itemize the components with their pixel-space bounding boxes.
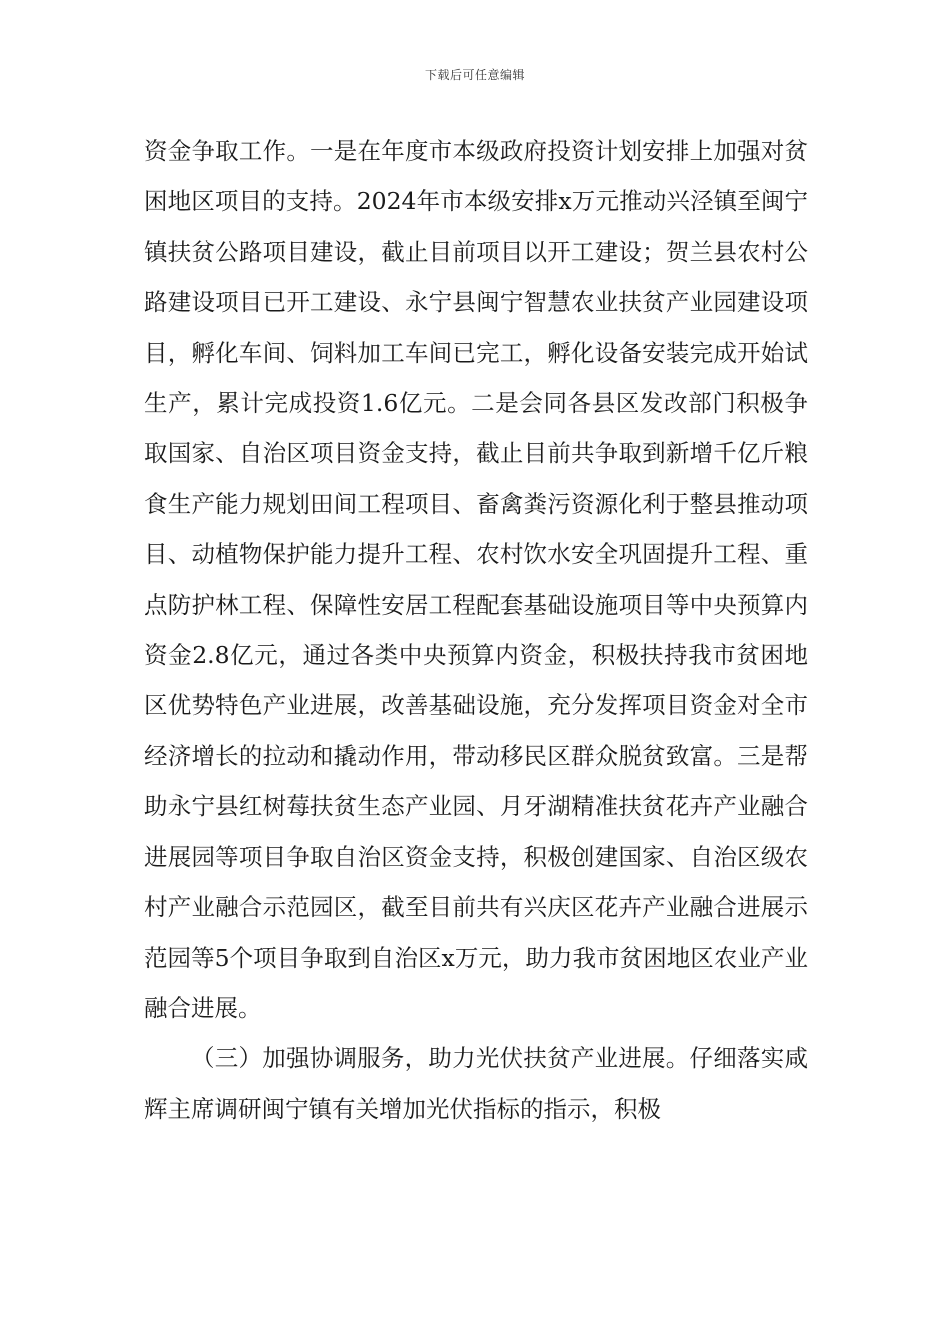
- body-paragraph: 资金争取工作。一是在年度市本级政府投资计划安排上加强对贫困地区项目的支持。2024年市本级安排x万元推动兴泾镇至闽宁镇扶贫公路项目建设，截止目前项目以开工建设；贺兰县农村公路建设项目已开工建设、永宁县闽宁智慧农业扶贫产业园建设项目，孵化车间、饲料加工车间已完工，孵化设备安装完成开始试生产，累计完成投资1.6亿元。二是会同各县区发改部门积极争取国家、自治区项目资金支持，截止目前共争取到新增千亿斤粮食生产能力规划田间工程项目、畜禽粪污资源化利于整县推动项目、动植物保护能力提升工程、农村饮水安全巩固提升工程、重点防护林工程、保障性安居工程配套基础设施项目等中央预算内资金2.8亿元，通过各类中央预算内资金，积极扶持我市贫困地区优势特色产业进展，改善基础设施，充分发挥项目资金对全市经济增长的拉动和撬动作用，带动移民区群众脱贫致富。三是帮助永宁县红树莓扶贫生态产业园、月牙湖精准扶贫花卉产业融合进展园等项目争取自治区资金支持，积极创建国家、自治区级农村产业融合示范园区，截至目前共有兴庆区花卉产业融合进展示范园等5个项目争取到自治区x万元，助力我市贫困地区农业产业融合进展。: [144, 137, 808, 1022]
- document-body: [144, 126, 808, 1134]
- page-header-note: 下载后可任意编辑: [424, 68, 525, 82]
- body-paragraph: （三）加强协调服务，助力光伏扶贫产业进展。仔细落实咸辉主席调研闽宁镇有关增加光伏指标的指示，积极: [144, 1044, 808, 1123]
